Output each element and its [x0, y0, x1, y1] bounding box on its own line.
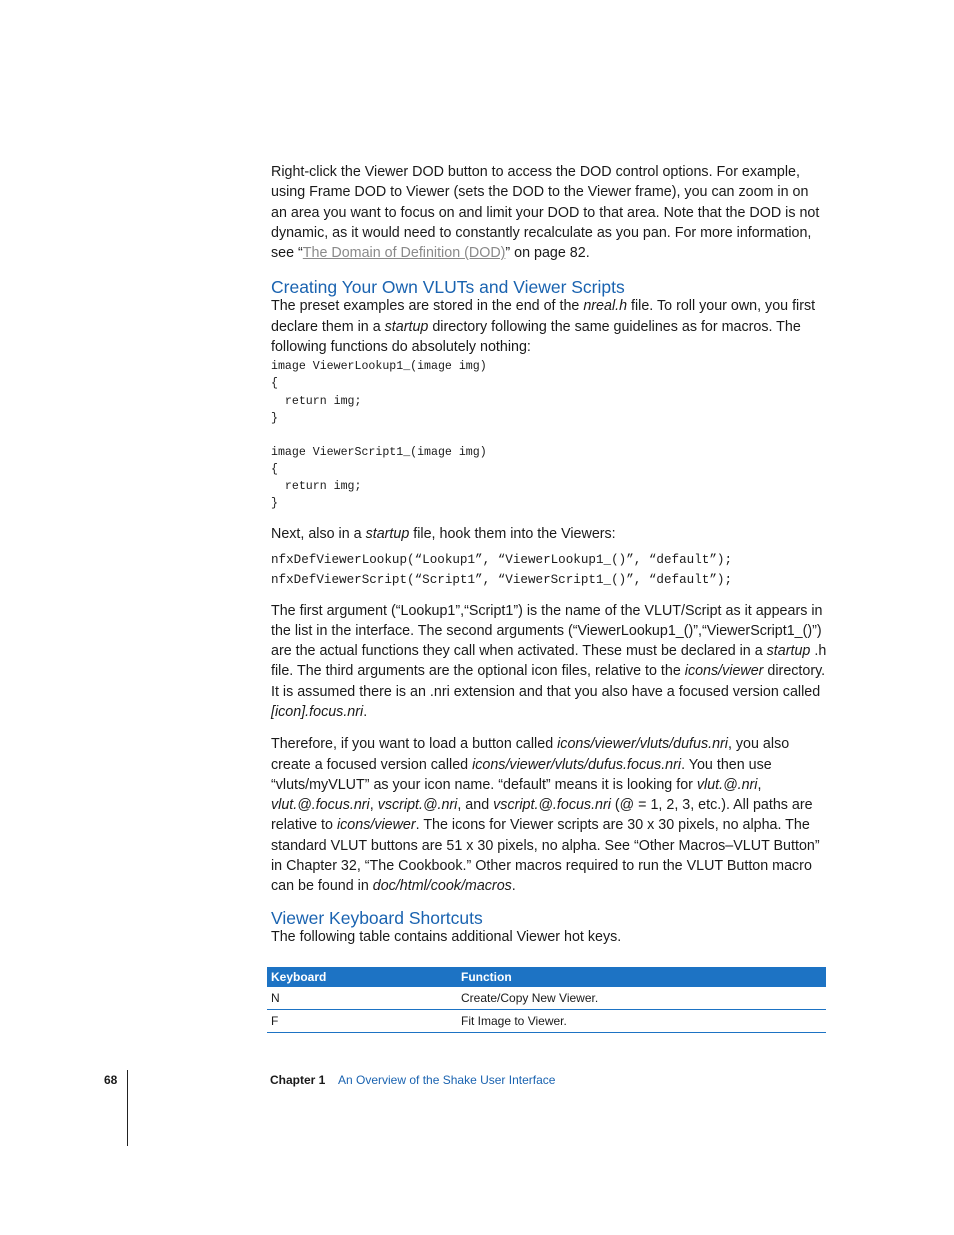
vluts-startup: startup [384, 318, 429, 335]
icons-text-c: . You then use “vluts/myVLUT” as your icon name. “default” means it is looking for [271, 756, 772, 793]
table-row [267, 987, 826, 1010]
code-block-functions: image ViewerLookup1_(image img) { return img; } image ViewerScript1_(image img) { return img; } [271, 360, 487, 511]
icons-i1: icons/viewer/vluts/dufus.nri [557, 736, 728, 753]
icons-text-b: , you also create a focused version called [271, 736, 790, 773]
column-header-function: Function [457, 967, 826, 987]
vluts-text-c: directory following the same guidelines as for macros. The following functions do absolutely nothing: [271, 318, 801, 356]
vluts-text-b: file. To roll your own, you first declare them in a [271, 298, 816, 335]
args-text-c: directory. It is assumed there is an .nri extension and that you also have a focused version called [271, 663, 826, 700]
vluts-intro [271, 296, 831, 357]
icons-text-h: . The icons for Viewer scripts are 30 x 30 pixels, no alpha. The standard VLUT buttons are 51 x 30 pixels, no alpha. See “Other Macros–VLUT Button” in Chapter 32, “The Cookbook.” Other macros required to run the VLUT Button macro can be found in [271, 817, 820, 895]
dod-paragraph [271, 162, 827, 263]
column-header-keyboard: Keyboard [267, 967, 457, 987]
footer-chapter: Chapter 1 [270, 1073, 326, 1087]
footer-chapter-title[interactable]: An Overview of the Shake User Interface [338, 1073, 556, 1087]
icons-i5: vscript.@.nri [377, 797, 458, 814]
footer-divider [127, 1070, 128, 1146]
icons-text-a: Therefore, if you want to load a button called [271, 736, 558, 753]
icons-i8: doc/html/cook/macros [372, 878, 512, 895]
dod-text: Right-click the Viewer DOD button to access the DOD control options. For example, using Frame DOD to Viewer (sets the DOD to the Viewer frame), you can zoom in on an area you want to focus on and limit your DOD to that area. Note that the DOD is not dynamic, as it would need to constantly recalculate as you pan. For more information, see “ [271, 164, 820, 262]
icons-text-i: . [511, 878, 516, 895]
args-text-d: . [363, 704, 368, 720]
args-icons: icons/viewer [684, 663, 764, 680]
icons-text-f: , and [457, 797, 494, 814]
icons-i2: icons/viewer/vluts/dufus.focus.nri [472, 756, 682, 773]
icons-i7: icons/viewer [336, 817, 416, 834]
vluts-heading: Creating Your Own VLUTs and Viewer Scripts [271, 277, 625, 298]
icons-i6: vscript.@.focus.nri [493, 797, 611, 814]
table-cell-function: Create/Copy New Viewer. [457, 987, 826, 1010]
vluts-file: nreal.h [583, 298, 628, 315]
icons-i4: vlut.@.focus.nri [271, 797, 370, 814]
args-startup: startup [766, 643, 811, 660]
icons-text-g: (@ = 1, 2, 3, etc.). All paths are relative to [271, 797, 813, 834]
table-cell-key: F [267, 1010, 457, 1033]
icons-text-d: , [757, 776, 762, 793]
hook-text-b: file, hook them into the Viewers: [409, 526, 616, 543]
page-content [271, 162, 831, 947]
args-text-b: .h file. The third arguments are the optional icon files, relative to the [271, 643, 827, 680]
hook-startup: startup [365, 526, 410, 543]
args-focus: [icon].focus.nri [271, 704, 364, 720]
dod-link[interactable]: The Domain of Definition (DOD) [302, 245, 506, 262]
shortcuts-table [267, 967, 826, 1033]
arguments-paragraph [271, 601, 831, 723]
vluts-text-a: The preset examples are stored in the end of the [271, 298, 584, 315]
table-row [267, 1010, 826, 1033]
dod-text-end: ” on page 82. [505, 245, 590, 262]
table-header-row [267, 967, 826, 987]
hook-text-a: Next, also in a [271, 526, 366, 543]
icons-i3: vlut.@.nri [696, 776, 758, 793]
args-text-a: The first argument (“Lookup1”,“Script1”) is the name of the VLUT/Script as it appears in the list in the interface. The second arguments (“ViewerLookup1_()”,“ViewerScript1_()”) are the actual functions they call when activated. These must be declared in a [271, 602, 823, 660]
icons-paragraph [271, 734, 831, 896]
icons-text-e: , [369, 797, 378, 814]
shortcuts-heading: Viewer Keyboard Shortcuts [271, 907, 483, 928]
hook-paragraph [271, 524, 831, 544]
shortcuts-intro: The following table contains additional Viewer hot keys. [271, 928, 622, 945]
code-block-hooks: nfxDefViewerLookup(“Lookup1”, “ViewerLookup1_()”, “default”); nfxDefViewerScript(“Script1”, “ViewerScript1_()”, “default”); [271, 552, 733, 587]
table-cell-key: N [267, 987, 457, 1010]
page-number: 68 [104, 1073, 118, 1087]
table-cell-function: Fit Image to Viewer. [457, 1010, 826, 1033]
